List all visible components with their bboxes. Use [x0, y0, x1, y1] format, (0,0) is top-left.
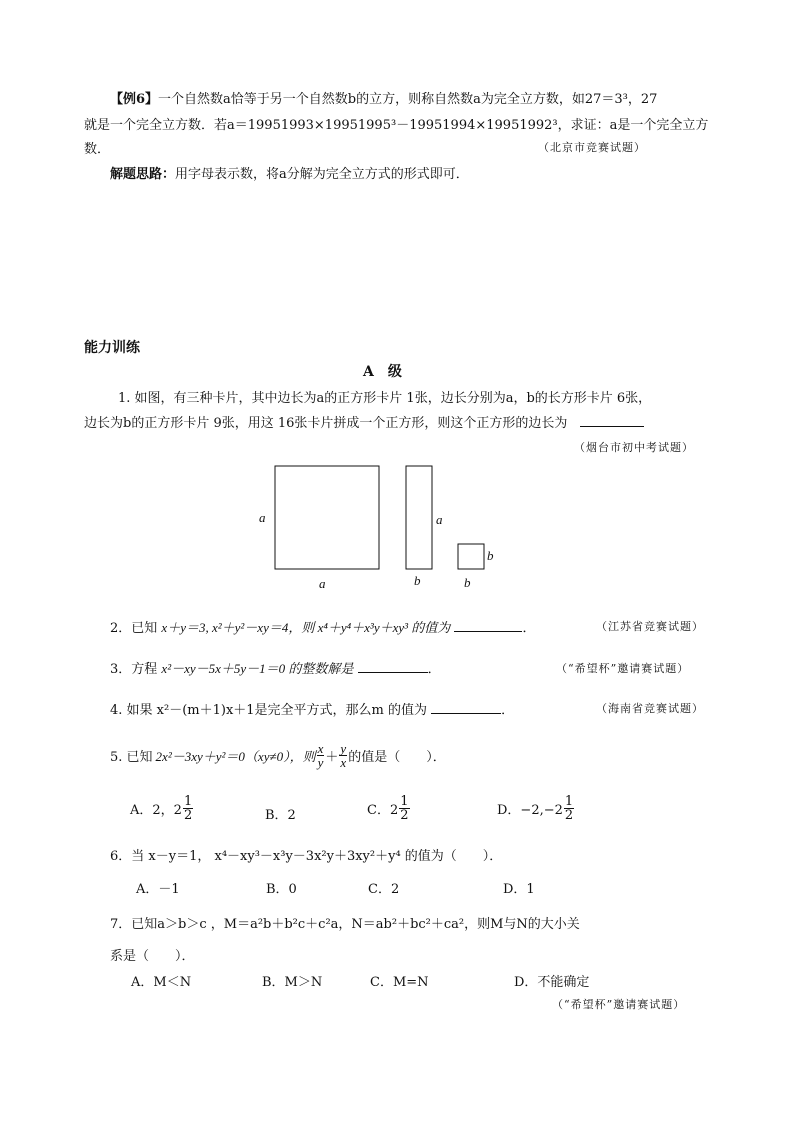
q1-answer-blank[interactable]	[580, 414, 644, 427]
q3-formula: x²－xy－5x＋5y－1＝0 的整数解是	[161, 661, 354, 676]
q5-option-a-fraction	[183, 795, 193, 822]
q7-option-c[interactable]: C．M=N	[370, 975, 429, 990]
example6-text-1: 一个自然数a恰等于另一个自然数b的立方，则称自然数a为完全立方数，如27＝3³，27	[158, 92, 658, 107]
q3-prefix: 3．方程	[110, 662, 158, 677]
q7-line1: 7．已知a＞b＞c ，M＝a²b＋b²c＋c²a，N＝ab²＋bc²＋ca²，则M与N的大小关	[110, 917, 580, 932]
q5-option-c-label: C．2	[367, 803, 399, 818]
q5-fraction-x-over-y	[317, 742, 325, 769]
q2-formula: x＋y＝3, x²＋y²－xy＝4，则 x⁴＋y⁴＋x³y＋xy³ 的值为	[161, 620, 451, 635]
example6-source: （北京市竞赛试题）	[538, 141, 646, 154]
q1-source: （烟台市初中考试题）	[574, 441, 694, 454]
q6-option-a[interactable]: A．－1	[136, 882, 180, 897]
q5-prefix: 5. 已知	[110, 750, 153, 765]
q5-option-d-num: 1	[564, 794, 574, 809]
q5-option-d-label: D．−2,−2	[497, 803, 563, 818]
level-heading: A 级	[363, 364, 402, 380]
q3	[110, 658, 441, 677]
q5-fraction-y-over-x	[339, 742, 347, 769]
q2-answer-blank[interactable]	[454, 619, 522, 632]
q4-end: ．	[501, 703, 515, 718]
q1-line2	[84, 412, 644, 431]
example6-tag: 【例6】	[110, 92, 159, 107]
q7-source: （“希望杯”邀请赛试题）	[552, 998, 686, 1011]
q5-option-a-num: 1	[183, 794, 193, 809]
cards-figure-svg	[250, 458, 510, 598]
q5-option-b[interactable]: B．2	[265, 808, 296, 823]
big-square-card	[275, 466, 379, 569]
label-big-bottom: a	[319, 576, 326, 591]
q5-option-d-fraction	[564, 795, 574, 822]
q5-option-c-fraction	[399, 795, 409, 822]
q4-text: 4. 如果 x²－(m＋1)x＋1是完全平方式，那么m 的值为	[110, 703, 428, 718]
q5-frac1-den: y	[317, 755, 324, 770]
q1-line1: 1. 如图，有三种卡片，其中边长为a的正方形卡片 1张，边长分别为a，b的长方形卡片 6张，	[118, 391, 652, 406]
cards-figure	[250, 458, 510, 598]
q4-source: （海南省竞赛试题）	[596, 702, 704, 715]
q2-prefix: 2．已知	[110, 621, 158, 636]
q7-option-b[interactable]: B．M＞N	[262, 975, 323, 990]
example6-line1	[110, 88, 657, 107]
q5-option-a-den: 2	[183, 808, 193, 823]
q6-option-c[interactable]: C．2	[368, 882, 400, 897]
q7-option-a[interactable]: A．M＜N	[131, 975, 192, 990]
q3-end: ．	[427, 662, 441, 677]
q2-source: （江苏省竞赛试题）	[596, 620, 704, 633]
q4	[110, 699, 514, 718]
q5-option-c-den: 2	[400, 808, 409, 823]
q5-frac2-num: y	[340, 741, 347, 756]
q5-option-a[interactable]	[130, 795, 194, 822]
q6-option-b[interactable]: B．0	[266, 882, 297, 897]
example6-hint	[110, 163, 469, 182]
q5-option-c-num: 1	[400, 794, 409, 809]
q4-answer-blank[interactable]	[431, 701, 501, 714]
small-square-card	[458, 544, 484, 569]
q2	[110, 617, 535, 636]
q3-answer-blank[interactable]	[358, 660, 428, 673]
q7-line2: 系是（ ）．	[110, 949, 195, 964]
rectangle-card	[406, 466, 432, 569]
example6-line3: 数．	[84, 142, 111, 157]
label-small-bottom: b	[464, 575, 471, 590]
section-title: 能力训练	[84, 340, 140, 356]
q3-source: （“希望杯”邀请赛试题）	[556, 662, 690, 675]
q5-plus: ＋	[325, 750, 339, 765]
q5-option-d-den: 2	[564, 808, 574, 823]
label-rect-bottom: b	[414, 573, 421, 588]
q5-option-c[interactable]	[367, 795, 411, 822]
q5-frac1-num: x	[317, 741, 324, 756]
q6-option-d[interactable]: D．1	[503, 882, 535, 897]
example6-line2: 就是一个完全立方数．若a＝19951993×19951995³－19951994×19951992³，求证：a是一个完全立方	[84, 118, 709, 133]
q5	[110, 742, 446, 769]
q5-option-d[interactable]	[497, 795, 575, 822]
q6: 6．当 x－y＝1， x⁴－xy³－x³y－3x²y＋3xy²＋y⁴ 的值为（ ）．	[110, 849, 503, 864]
hint-label: 解题思路：	[110, 167, 176, 182]
hint-text: 用字母表示数，将a分解为完全立方式的形式即可．	[175, 167, 469, 182]
q5-suffix: 的值是（ ）．	[348, 750, 446, 765]
label-small-right: b	[487, 548, 494, 563]
q1-line2-text: 边长为b的正方形卡片 9张，用这 16张卡片拼成一个正方形，则这个正方形的边长为	[84, 416, 568, 431]
q5-frac2-den: x	[340, 755, 347, 770]
q2-end: ．	[522, 621, 536, 636]
q5-condition: 2x²－3xy＋y²＝0（xy≠0），则	[155, 749, 316, 764]
label-rect-right: a	[436, 512, 443, 527]
q5-option-a-label: A．2，2	[130, 803, 182, 818]
q7-option-d[interactable]: D．不能确定	[514, 975, 590, 990]
label-big-left: a	[259, 510, 266, 525]
